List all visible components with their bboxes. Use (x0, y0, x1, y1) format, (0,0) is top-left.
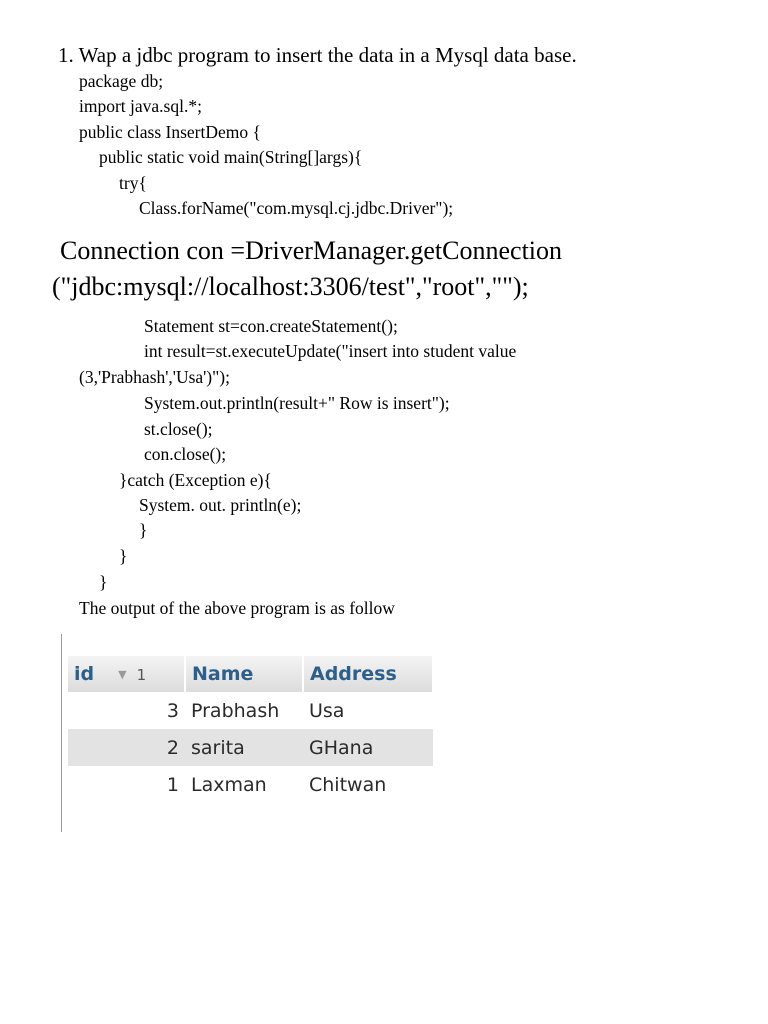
code-line: con.close(); (144, 444, 227, 464)
cell-id: 3 (166, 699, 179, 722)
code-line: } (119, 546, 128, 566)
code-line: (3,'Prabhash','Usa')"); (79, 367, 230, 387)
cell-address: Chitwan (309, 773, 387, 796)
cell-address: GHana (303, 729, 433, 766)
code-line: Class.forName("com.mysql.cj.jdbc.Driver"); (139, 198, 454, 218)
table-header-row (68, 656, 433, 692)
code-line: System. out. println(e); (139, 495, 302, 515)
code-line: System.out.println(result+" Row is insert"); (144, 393, 450, 413)
code-line: int result=st.executeUpdate("insert into student value (144, 341, 517, 361)
cell-name: sarita (185, 729, 303, 766)
cell-address: Usa (309, 699, 345, 722)
code-line: package db; (79, 71, 164, 91)
column-header-id[interactable] (68, 656, 185, 692)
code-line: } (139, 520, 148, 540)
column-header-label: id (74, 663, 95, 685)
cell-id: 2 (68, 729, 185, 766)
result-table (68, 656, 434, 803)
cell-name: Laxman (191, 773, 267, 796)
table-row (68, 766, 433, 803)
output-caption: The output of the above program is as follow (79, 598, 395, 618)
query-result-screenshot (61, 634, 441, 832)
cell-name: Prabhash (191, 699, 280, 722)
question-title: 1. Wap a jdbc program to insert the data in a Mysql data base. (58, 43, 577, 67)
code-line: try{ (119, 173, 147, 193)
code-line: }catch (Exception e){ (119, 470, 272, 490)
table-row (68, 729, 433, 766)
code-line-large: Connection con =DriverManager.getConnection (60, 236, 563, 265)
code-line: public static void main(String[]args){ (99, 147, 363, 167)
code-line: } (99, 572, 108, 592)
code-line-large: ("jdbc:mysql://localhost:3306/test","root",""); (52, 272, 529, 301)
column-header-name[interactable]: Name (185, 656, 303, 692)
cell-id: 1 (166, 773, 179, 796)
column-header-address[interactable]: Address (303, 656, 433, 692)
table-row (68, 692, 433, 729)
code-line: import java.sql.*; (79, 96, 202, 116)
code-line: Statement st=con.createStatement(); (144, 316, 398, 336)
code-line: st.close(); (144, 419, 213, 439)
code-line: public class InsertDemo { (79, 122, 261, 142)
divider (61, 634, 62, 832)
sort-desc-icon[interactable]: ▼ (118, 668, 127, 681)
sort-order-number: 1 (136, 665, 147, 684)
